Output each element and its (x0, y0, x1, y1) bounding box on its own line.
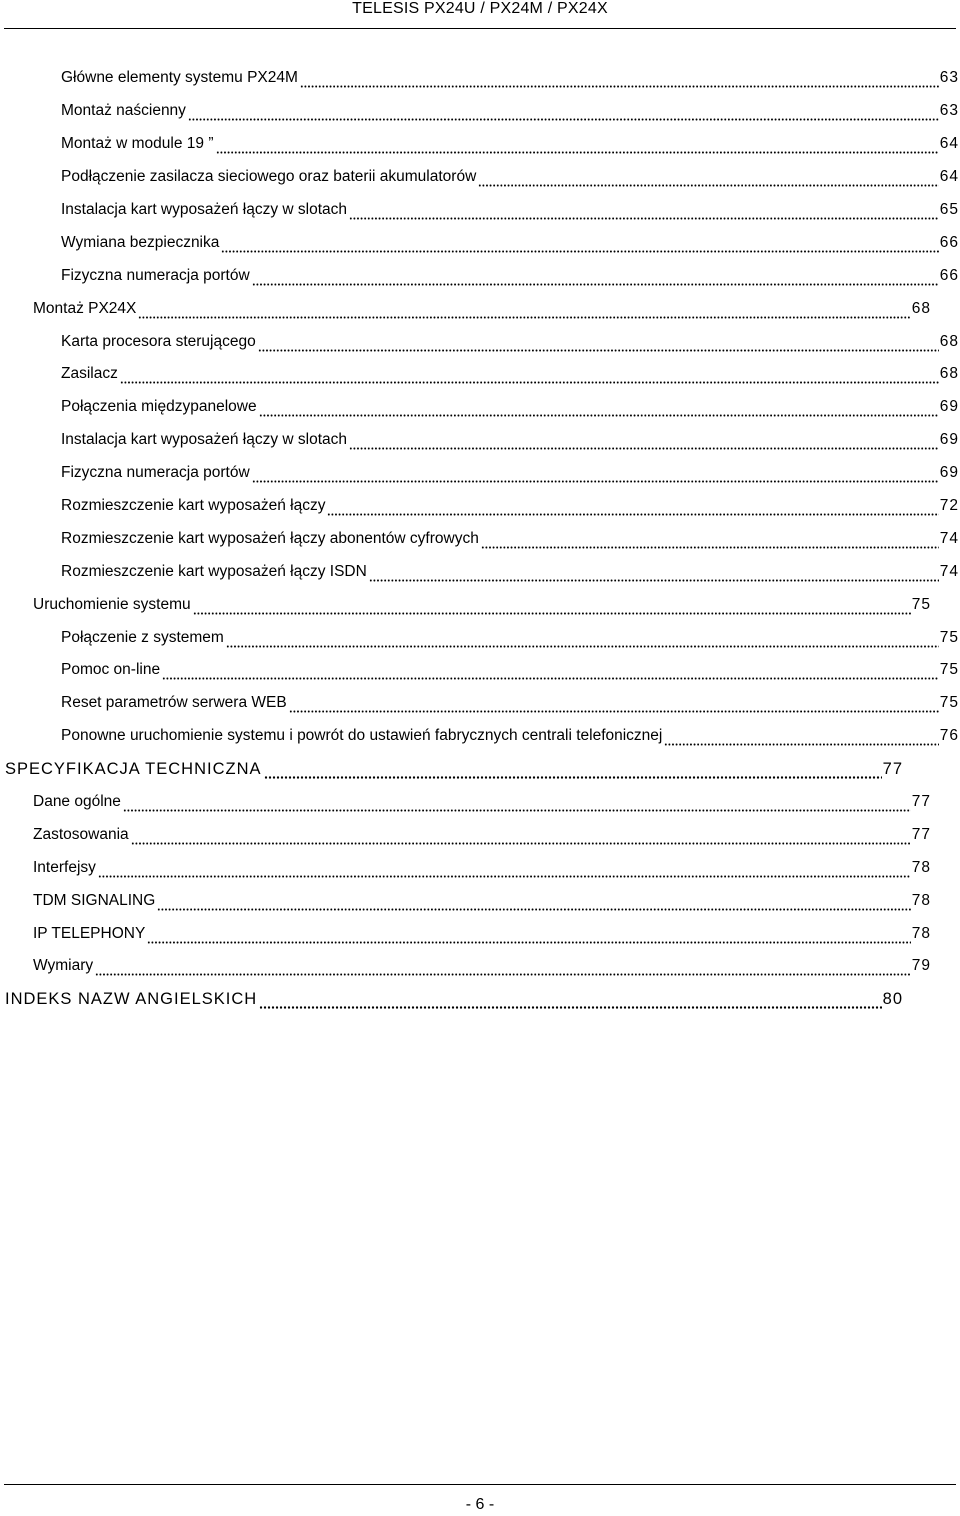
dot-leader (289, 699, 939, 713)
toc-entry-page: 75 (939, 661, 959, 679)
dot-leader (252, 272, 939, 286)
toc-entry-title: Wymiary (33, 957, 94, 975)
toc-entry-page: 66 (939, 266, 959, 284)
toc-entry-page: 80 (882, 989, 903, 1008)
toc-entry-page: 78 (911, 858, 931, 876)
toc-entry-page: 75 (939, 694, 959, 712)
toc-entry[interactable] (0, 983, 903, 1016)
toc-entry[interactable] (0, 325, 959, 358)
dot-leader (264, 765, 882, 779)
dot-leader (259, 995, 881, 1009)
toc-entry[interactable] (0, 457, 959, 490)
toc-entry-page: 74 (939, 562, 959, 580)
toc-entry-title: Rozmieszczenie kart wyposażeń łączy ISDN (61, 562, 367, 580)
toc-entry-title: Połączenie z systemem (61, 628, 224, 646)
page-header (0, 0, 960, 30)
toc-entry[interactable] (0, 194, 959, 227)
toc-entry-title: Montaż PX24X (33, 299, 137, 317)
toc-entry-page: 66 (939, 233, 959, 251)
toc-entry[interactable] (0, 62, 959, 95)
toc-entry[interactable] (0, 950, 931, 983)
toc-entry-page: 69 (939, 398, 959, 416)
toc-entry-title: Dane ogólne (33, 793, 121, 811)
toc-entry[interactable] (0, 358, 959, 391)
dot-leader (252, 469, 939, 483)
toc-entry-page: 74 (939, 529, 959, 547)
dot-leader (221, 239, 938, 253)
toc-entry-page: 68 (939, 365, 959, 383)
page-number: - 6 - (465, 1496, 495, 1513)
toc-entry[interactable] (0, 917, 931, 950)
toc-entry[interactable] (0, 588, 931, 621)
toc-entry-title: Wymiana bezpiecznika (61, 233, 220, 251)
toc-entry-title: Interfejsy (33, 858, 96, 876)
dot-leader (95, 962, 911, 976)
toc-entry-page: 77 (911, 825, 931, 843)
toc-entry-title: Zastosowania (33, 825, 129, 843)
dot-leader (664, 732, 938, 746)
footer-divider (4, 1484, 956, 1485)
document-title: TELESIS PX24U / PX24M / PX24X (352, 0, 608, 17)
table-of-contents (0, 62, 960, 1016)
toc-entry-page: 68 (911, 299, 931, 317)
dot-leader (216, 140, 939, 154)
toc-entry-page: 68 (939, 332, 959, 350)
toc-entry[interactable] (0, 884, 931, 917)
toc-entry[interactable] (0, 424, 959, 457)
toc-entry-title: Rozmieszczenie kart wyposażeń łączy (61, 497, 326, 515)
toc-entry-page: 72 (939, 497, 959, 515)
toc-entry[interactable] (0, 95, 959, 128)
toc-entry-title: Karta procesora sterującego (61, 332, 256, 350)
toc-entry-page: 65 (939, 201, 959, 218)
toc-entry[interactable] (0, 391, 959, 424)
dot-leader (259, 403, 939, 417)
toc-entry-page: 79 (911, 957, 931, 975)
toc-entry[interactable] (0, 720, 959, 753)
toc-entry-page: 76 (939, 727, 959, 745)
toc-entry[interactable] (0, 128, 959, 161)
toc-entry-title: SPECYFIKACJA TECHNICZNA (5, 759, 262, 778)
dot-leader (481, 535, 939, 549)
dot-leader (188, 107, 939, 121)
toc-entry[interactable] (0, 687, 959, 720)
toc-entry-title: TDM SIGNALING (33, 891, 156, 909)
dot-leader (131, 831, 911, 845)
dot-leader (258, 338, 939, 352)
toc-entry[interactable] (0, 621, 959, 654)
dot-leader (157, 897, 910, 911)
toc-entry[interactable] (0, 226, 959, 259)
dot-leader (349, 206, 939, 220)
dot-leader (226, 634, 939, 648)
toc-entry-page: 77 (911, 793, 931, 811)
toc-entry[interactable] (0, 851, 931, 884)
toc-entry-title: Podłączenie zasilacza sieciowego oraz baterii akumulatorów (61, 168, 477, 186)
toc-entry-title: Montaż naścienny (61, 102, 186, 120)
toc-entry-title: Ponowne uruchomienie systemu i powrót do ustawień fabrycznych centrali telefonicznej (61, 727, 663, 745)
toc-entry-page: 64 (939, 168, 959, 186)
toc-entry[interactable] (0, 259, 959, 292)
toc-entry-title: Pomoc on-line (61, 661, 161, 679)
dot-leader (147, 930, 910, 944)
toc-entry-page: 63 (939, 69, 959, 87)
toc-entry[interactable] (0, 490, 959, 523)
toc-entry-title: INDEKS NAZW ANGIELSKICH (5, 989, 258, 1008)
page-footer (0, 1484, 960, 1516)
toc-entry-title: Fizyczna numeracja portów (61, 464, 250, 482)
toc-entry-title: Instalacja kart wyposażeń łączy w slotach (61, 431, 348, 449)
dot-leader (478, 173, 938, 187)
toc-entry-page: 64 (939, 135, 959, 153)
toc-entry-title: IP TELEPHONY (33, 924, 146, 942)
toc-entry-title: Połączenia międzypanelowe (61, 398, 257, 416)
toc-entry[interactable] (0, 654, 959, 687)
toc-entry[interactable] (0, 161, 959, 194)
dot-leader (98, 864, 911, 878)
dot-leader (138, 305, 910, 319)
dot-leader (193, 601, 911, 615)
dot-leader (369, 568, 939, 582)
toc-entry-title: Instalacja kart wyposażeń łączy w slotach (61, 201, 348, 218)
toc-entry-page: 75 (939, 628, 959, 646)
toc-entry-title: Główne elementy systemu PX24M (61, 69, 298, 87)
toc-entry-title: Fizyczna numeracja portów (61, 266, 250, 284)
toc-entry-page: 69 (939, 431, 959, 449)
dot-leader (120, 370, 939, 384)
toc-entry-page: 63 (939, 102, 959, 120)
toc-entry[interactable] (0, 292, 931, 325)
toc-entry-page: 78 (911, 891, 931, 909)
dot-leader (300, 74, 939, 88)
dot-leader (327, 502, 938, 516)
dot-leader (162, 666, 939, 680)
toc-entry[interactable] (0, 753, 903, 786)
toc-entry-title: Montaż w module 19 ” (61, 135, 214, 153)
header-divider (4, 28, 956, 29)
toc-entry-title: Zasilacz (61, 365, 118, 383)
toc-entry-title: Rozmieszczenie kart wyposażeń łączy abonentów cyfrowych (61, 529, 479, 547)
dot-leader (349, 436, 939, 450)
toc-entry-title: Uruchomienie systemu (33, 595, 191, 613)
toc-entry-page: 75 (911, 595, 931, 613)
toc-entry[interactable] (0, 555, 959, 588)
toc-entry-page: 77 (882, 759, 903, 778)
toc-entry[interactable] (0, 522, 959, 555)
dot-leader (123, 798, 911, 812)
toc-entry[interactable] (0, 786, 931, 819)
toc-entry-title: Reset parametrów serwera WEB (61, 694, 287, 712)
toc-entry-page: 69 (939, 464, 959, 482)
toc-entry-page: 78 (911, 924, 931, 942)
toc-entry[interactable] (0, 818, 931, 851)
